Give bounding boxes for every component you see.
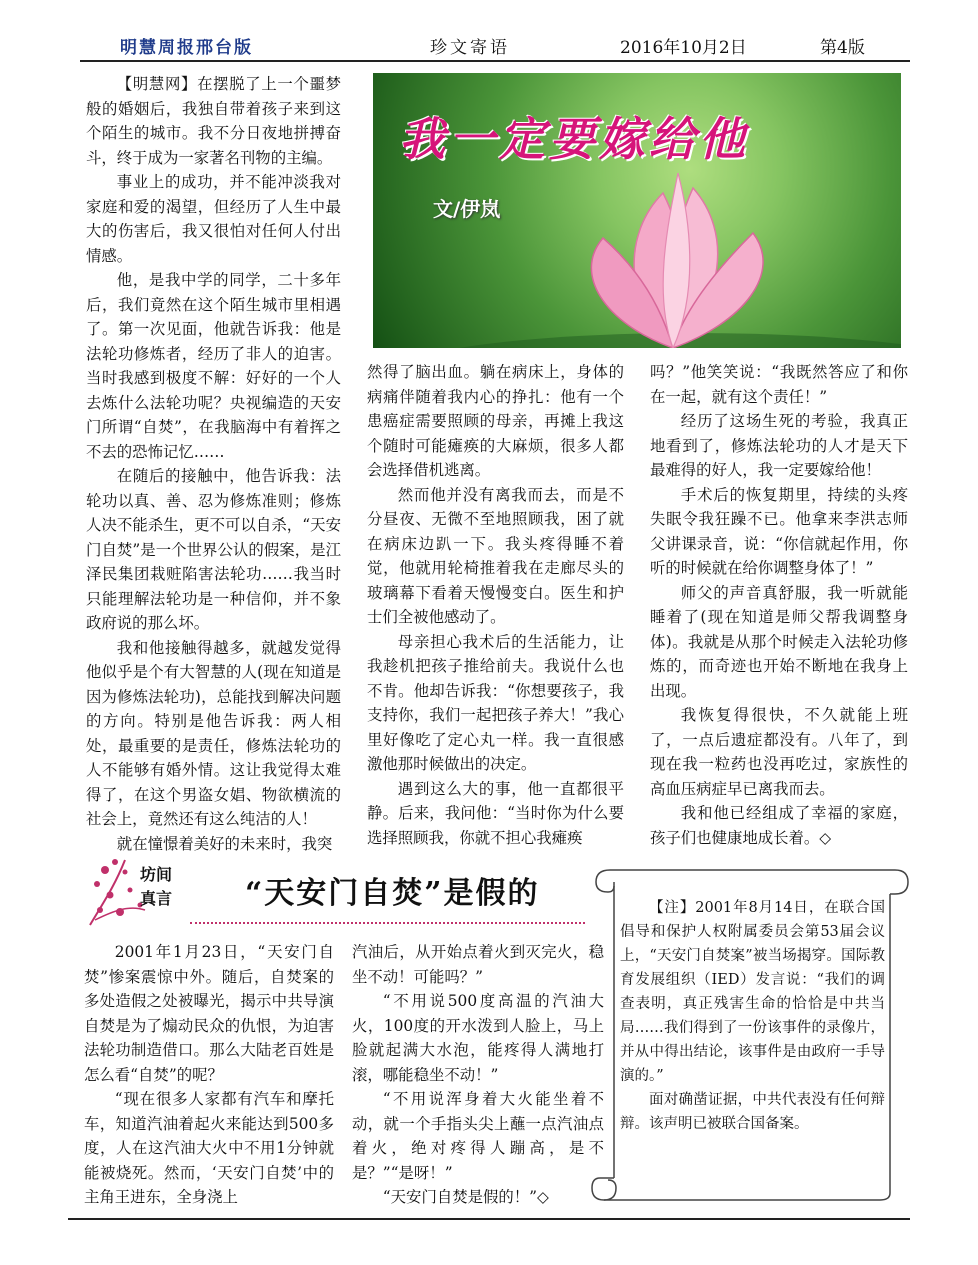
- paragraph: 遇到这么大的事，他一直都很平静。后来，我问他：“当时你为什么要选择照顾我，你就不担心我瘫痪: [367, 779, 624, 847]
- section-tag-2: 真言: [140, 889, 173, 908]
- article2-column-1: [84, 940, 334, 1210]
- section-name: 珍文寄语: [430, 38, 510, 58]
- issue-date: 2016年10月2日: [620, 38, 747, 58]
- paragraph: 2001年1月23日，“天安门自焚”惨案震惊中外。随后，自焚案的多处造假之处被曝光，揭示中共导演自焚是为了煽动民众的仇恨，为迫害法轮功制造借口。那么大陆老百姓是怎么看“自焚”的呢？: [84, 943, 334, 1084]
- paragraph: 然而他并没有离我而去，而是不分昼夜、无微不至地照顾我，困了就在病床边趴一下。我头疼得睡不着觉，他就用轮椅推着我在走廊尽头的玻璃幕下看着天慢慢变白。医生和护士们全被他感动了。: [367, 485, 624, 626]
- paragraph: 我恢复得很快，不久就能上班了，一点后遗症都没有。八年了，到现在我一粒药也没再吃过，家族性的高血压病症早已离我而去。: [650, 706, 908, 798]
- article1-column-3: [650, 360, 908, 850]
- paragraph: 就在憧憬着美好的未来时，我突: [116, 834, 333, 853]
- note-scroll: [590, 858, 912, 1210]
- article1-author: 文/伊岚: [433, 197, 501, 221]
- lotus-photo: [373, 73, 901, 348]
- page-number: 第4版: [820, 38, 865, 58]
- paragraph: 在随后的接触中，他告诉我：法轮功以真、善、忍为修炼准则；修炼人决不能杀生，更不可以自杀，“天安门自焚”是一个世界公认的假案，是江泽民集团栽赃陷害法轮功……我当时只能理解法轮功是一种信仰，并不象政府说的那么坏。: [86, 467, 341, 632]
- footer-rule: [68, 1218, 910, 1220]
- page-header: [80, 30, 910, 62]
- section-tag-1: 坊间: [140, 865, 173, 884]
- paragraph: “不用说500度高温的汽油大火，100度的开水泼到人脸上，马上脸就起满大水泡，能疼得人满地打滚，哪能稳坐不动！”: [352, 992, 604, 1084]
- paragraph: 手术后的恢复期里，持续的头疼失眠令我狂躁不已。他拿来李洪志师父讲课录音，说：“你信就起作用，你听的时候就在给你调整身体了！”: [650, 485, 908, 577]
- article1-title: 我一定要嫁给他: [399, 112, 749, 166]
- paragraph: 他，是我中学的同学，二十多年后，我们竟然在这个陌生城市里相遇了。第一次见面，他就告诉我：他是法轮功修炼者，经历了非人的迫害。当时我感到极度不解：好好的一个人去炼什么法轮功呢？央视编造的天安门所谓“自焚”，在我脑海中有着挥之不去的恐怖记忆……: [86, 271, 341, 461]
- dotted-divider: [190, 922, 585, 924]
- note-text: [620, 896, 885, 1136]
- note-paragraph: 面对确凿证据，中共代表没有任何辩辩。该声明已被联合国备案。: [620, 1092, 885, 1132]
- paragraph: 【明慧网】在摆脱了上一个噩梦般的婚姻后，我独自带着孩子来到这个陌生的城市。我不分日夜地拼搏奋斗，终于成为一家著名刊物的主编。: [86, 75, 341, 167]
- paragraph: 我和他接触得越多，就越发觉得他似乎是个有大智慧的人(现在知道是因为修炼法轮功)，总能找到解决问题的方向。特别是他告诉我：两人相处，最重要的是责任，修炼法轮功的人不能够有婚外情。这让我觉得太难得了，在这个男盗女娼、物欲横流的社会上，竟然还有这么纯洁的人！: [86, 638, 341, 828]
- article1-column-2: [367, 360, 624, 850]
- paragraph: 母亲担心我术后的生活能力，让我趁机把孩子推给前夫。我说什么也不肯。他却告诉我：“你想要孩子，我支持你，我们一起把孩子养大！”我心里好像吃了定心丸一样。我一直很感激他那时候做出的决定。: [367, 632, 624, 773]
- article2-column-2: [352, 940, 604, 1210]
- paragraph: 吗？”他笑笑说：“我既然答应了和你在一起，就有这个责任！”: [650, 363, 908, 406]
- paragraph: 经历了这场生死的考验，我真正地看到了，修炼法轮功的人才是天下最难得的好人，我一定要嫁给他！: [650, 412, 908, 479]
- paragraph: “不用说浑身着大火能坐着不动，就一个手指头尖上蘸一点汽油点着火，绝对疼得人蹦高，是不是？”“是呀！”: [352, 1090, 604, 1182]
- article2-title: “天安门自焚”是假的: [245, 876, 540, 911]
- newspaper-brand: 明慧周报邢台版: [120, 38, 253, 58]
- paragraph: 汽油后，从开始点着火到灭完火，稳坐不动！可能吗？”: [352, 943, 604, 986]
- paragraph: 然得了脑出血。躺在病床上，身体的病痛伴随着我内心的挣扎：他有一个患癌症需要照顾的母亲，再摊上我这个随时可能瘫痪的大麻烦，很多人都会选择借机逃离。: [367, 363, 624, 479]
- paragraph: 师父的声音真舒服，我一听就能睡着了(现在知道是师父帮我调整身体)。我就是从那个时候走入法轮功修炼的，而奇迹也开始不断地在我身上出现。: [650, 583, 908, 700]
- paragraph: 事业上的成功，并不能冲淡我对家庭和爱的渴望，但经历了人生中最大的伤害后，我又很怕对任何人付出情感。: [86, 173, 341, 265]
- paragraph: “天安门自焚是假的！”◇: [382, 1188, 549, 1206]
- note-paragraph: 【注】2001年8月14日，在联合国倡导和保护人权附属委员会第53届会议上，“天安门自焚案”被当场揭穿。国际教育发展组织（IED）发言说：“我们的调查表明，真正残害生命的恰恰是中共当局……我们得到了一份该事件的录像片，并从中得出结论，该事件是由政府一手导演的。”: [620, 900, 885, 1084]
- article1-column-1: [86, 72, 341, 856]
- paragraph: “现在很多人家都有汽车和摩托车，知道汽油着起火来能达到500多度，人在这汽油大火中不用1分钟就能被烧死。然而，‘天安门自焚’中的主角王进东，全身浇上: [84, 1090, 334, 1206]
- paragraph: 我和他已经组成了幸福的家庭，孩子们也健康地成长着。◇: [650, 804, 908, 847]
